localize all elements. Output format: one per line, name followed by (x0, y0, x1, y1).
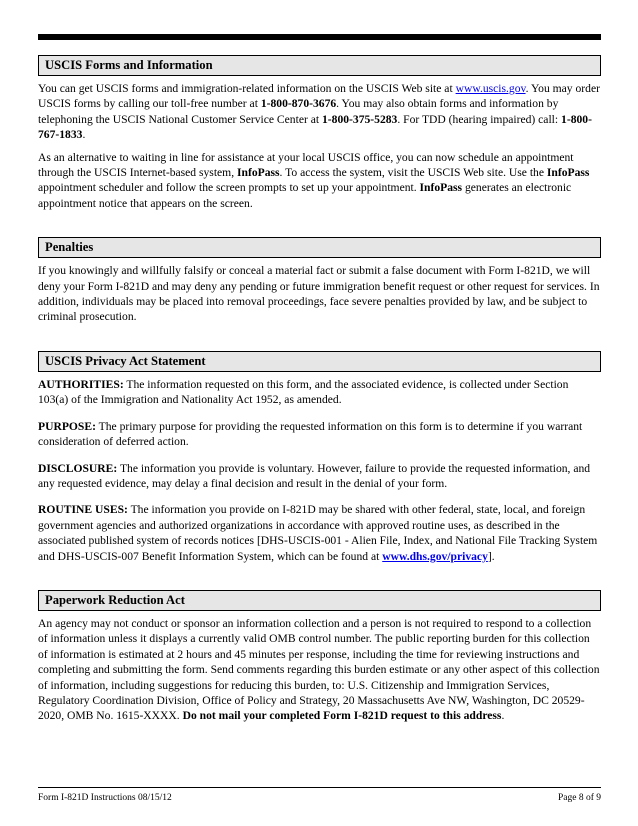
text: The primary purpose for providing the requested information on this form is to determine if you warrant consideration of deferred action. (38, 419, 583, 449)
page-number: Page 8 of 9 (557, 793, 601, 803)
text: The information you provide on I-821D may be shared with other federal, state, local, and foreign government agencies and authorized organizations in accordance with approved routine uses, as described in the associated published system of records notices [DHS-USCIS-001 - Alien File, Index, and National File Tracking System and DHS-USCIS-007 Benefit Information System, which can be found at (38, 503, 598, 563)
text: An agency may not conduct or sponsor an information collection and a person is not required to respond to a collection of information unless it displays a currently valid OMB control number. The public reporting burden for this collection of information is estimated at 2 hours and 45 minutes per response, including the time for reviewing instructions and completing and submitting the form. Send comments regarding this burden estimate or any other aspect of this collection of information, including suggestions for reducing this burden, to: U.S. Citizenship and Immigration Services, Regulatory Coordination Division, Office of Policy and Strategy, 20 Massachusetts Ave NW, Washington, DC 20529-2020, OMB No. 1615-XXXX. (38, 616, 600, 723)
penalties-paragraph: If you knowingly and willfully falsify or conceal a material fact or submit a false document with Form I-821D, we will deny your Form I-821D and may deny any pending or future immigration benefit request or other request for services. In addition, individuals may be placed into removal proceedings, face severe penalties provided by law, and be subject to criminal prosecution. (38, 264, 600, 324)
text: . To access the system, visit the USCIS Web site. Use the (279, 166, 547, 180)
top-rule (38, 34, 601, 40)
text: You can get USCIS forms and immigration-related information on the USCIS Web site at (38, 82, 456, 95)
document-body (38, 55, 601, 731)
phone-tdd: 1-800-767-1833 (38, 112, 592, 142)
text: . (501, 709, 505, 723)
do-not-mail-notice: Do not mail your completed Form I-821D request to this address (182, 709, 502, 723)
text: The information you provide is voluntary. However, failure to provide the requested information, and any requested evidence, may delay a final decision and result in the denial of your form. (38, 461, 591, 490)
section-header-forms-info: USCIS Forms and Information (38, 55, 601, 76)
section-header-privacy: USCIS Privacy Act Statement (38, 351, 601, 372)
dhs-privacy-link[interactable]: www.dhs.gov/privacy (382, 549, 488, 563)
text: appointment scheduler and follow the screen prompts to set up your appointment. (38, 181, 420, 195)
text: . You may order USCIS forms by calling our toll-free number at (38, 82, 600, 111)
forms-info-paragraph-2 (38, 150, 601, 212)
privacy-authorities (38, 377, 601, 408)
text: ]. (487, 549, 495, 563)
infopass-term: InfoPass (546, 166, 590, 180)
text: The information requested on this form, and the associated evidence, is collected under Section 103(a) of the Immigration and Nationality Act 1952, as amended. (38, 377, 569, 407)
section-header-penalties: Penalties (38, 237, 601, 258)
text: . (82, 128, 86, 142)
privacy-disclosure (38, 461, 601, 492)
disclosure-label: DISCLOSURE: (38, 461, 118, 475)
infopass-term: InfoPass (237, 166, 280, 180)
authorities-label: AUTHORITIES: (38, 377, 124, 391)
text: generates an electronic appointment notice that appears on the screen. (38, 181, 572, 210)
forms-info-paragraph-1 (38, 81, 601, 143)
purpose-label: PURPOSE: (38, 419, 96, 433)
form-id-date: Form I-821D Instructions 08/15/12 (38, 793, 172, 803)
privacy-routine-uses (38, 502, 601, 564)
phone-customer-service: 1-800-375-5283 (322, 112, 398, 126)
routine-uses-label: ROUTINE USES: (38, 503, 128, 517)
uscis-website-link[interactable]: www.uscis.gov (455, 82, 526, 95)
text: . You may also obtain forms and information by telephoning the USCIS National Customer Service Center at (38, 97, 559, 126)
phone-forms: 1-800-870-3676 (260, 97, 337, 111)
privacy-purpose (38, 419, 601, 450)
text: . For TDD (hearing impaired) call: (397, 112, 562, 126)
footer-rule (38, 787, 601, 788)
spacer (38, 332, 601, 351)
section-header-paperwork: Paperwork Reduction Act (38, 590, 601, 611)
spacer (38, 218, 601, 237)
paperwork-paragraph (38, 616, 601, 724)
infopass-term: InfoPass (419, 181, 463, 195)
text: As an alternative to waiting in line for assistance at your local USCIS office, you can now schedule an appointment through the USCIS Internet-based system, (38, 150, 574, 180)
spacer (38, 571, 601, 590)
